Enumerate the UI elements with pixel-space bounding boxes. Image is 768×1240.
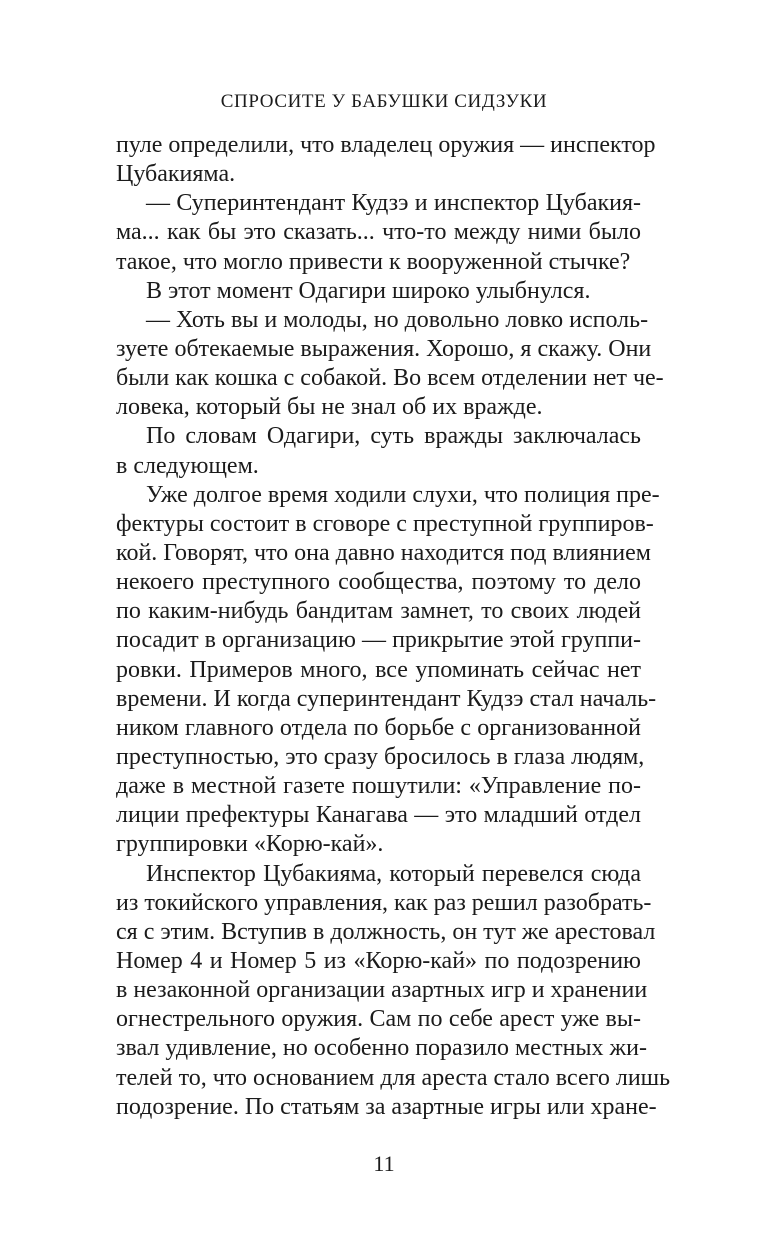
text-line: группировки «Корю-кай». [116,831,384,858]
text-line: фектуры состоит в сговоре с преступной группиров- [116,510,654,537]
text-line: пуле определили, что владелец оружия — инспектор [116,132,656,158]
text-line: В этот момент Одагири широко улыбнулся. [146,277,591,304]
text-line: в незаконной организации азартных игр и хранении [116,977,648,1004]
text-line: звал удивление, но особенно поразило местных жи- [116,1035,647,1062]
body-text [116,131,671,1122]
text-line: огнестрельного оружия. Сам по себе арест уже вы- [116,1006,641,1033]
text-line: времени. И когда суперинтендант Кудзэ стал началь- [116,685,657,712]
text-line: Уже долгое время ходили слухи, что полиция пре- [146,481,660,508]
text-line: даже в местной газете пошутили: «Управление по- [116,773,641,800]
text-line: — Суперинтендант Кудзэ и инспектор Цубакия- [146,190,641,217]
text-line: такое, что могло привести к вооруженной стычке? [116,248,631,275]
text-line: Номер 4 и Номер 5 из «Корю-кай» по подозрению [116,947,641,974]
text-line: преступностью, это сразу бросилось в глаза людям, [116,743,645,770]
text-line: Инспектор Цубакияма, который перевелся сюда [146,860,641,887]
text-line: зуете обтекаемые выражения. Хорошо, я скажу. Они [116,335,652,362]
text-line: подозрение. По статьям за азартные игры или хране- [116,1093,657,1120]
text-line: в следующем. [116,452,259,479]
text-line: — Хоть вы и молоды, но довольно ловко исполь- [146,306,649,333]
text-line: кой. Говорят, что она давно находится под влиянием [116,539,651,566]
text-line: посадит в организацию — прикрытие этой группи- [116,627,641,654]
text-line: лиции префектуры Канагава — это младший отдел [116,802,641,829]
text-line: некоего преступного сообщества, поэтому то дело [116,569,641,596]
page-number: 11 [373,1151,395,1176]
text-line: ся с этим. Вступив в должность, он тут же арестовал [116,918,656,945]
text-line: по каким-нибудь бандитам замнет, то своих людей [116,598,641,625]
text-line: ма... как бы это сказать... что-то между ними было [116,219,641,246]
text-line: По словам Одагири, суть вражды заключалась [146,423,641,450]
text-line: ловека, который бы не знал об их вражде. [116,394,543,421]
text-line: ровки. Примеров много, все упоминать сейчас нет [116,656,641,683]
text-line: Цубакияма. [116,161,236,188]
text-line: ником главного отдела по борьбе с организованной [116,714,641,741]
text-line: телей то, что основанием для ареста стало всего лишь [116,1064,671,1091]
running-title: СПРОСИТЕ У БАБУШКИ СИДЗУКИ [220,91,548,112]
text-line: из токийского управления, как раз решил разобрать- [116,889,652,916]
text-line: были как кошка с собакой. Во всем отделении нет че- [116,365,664,392]
